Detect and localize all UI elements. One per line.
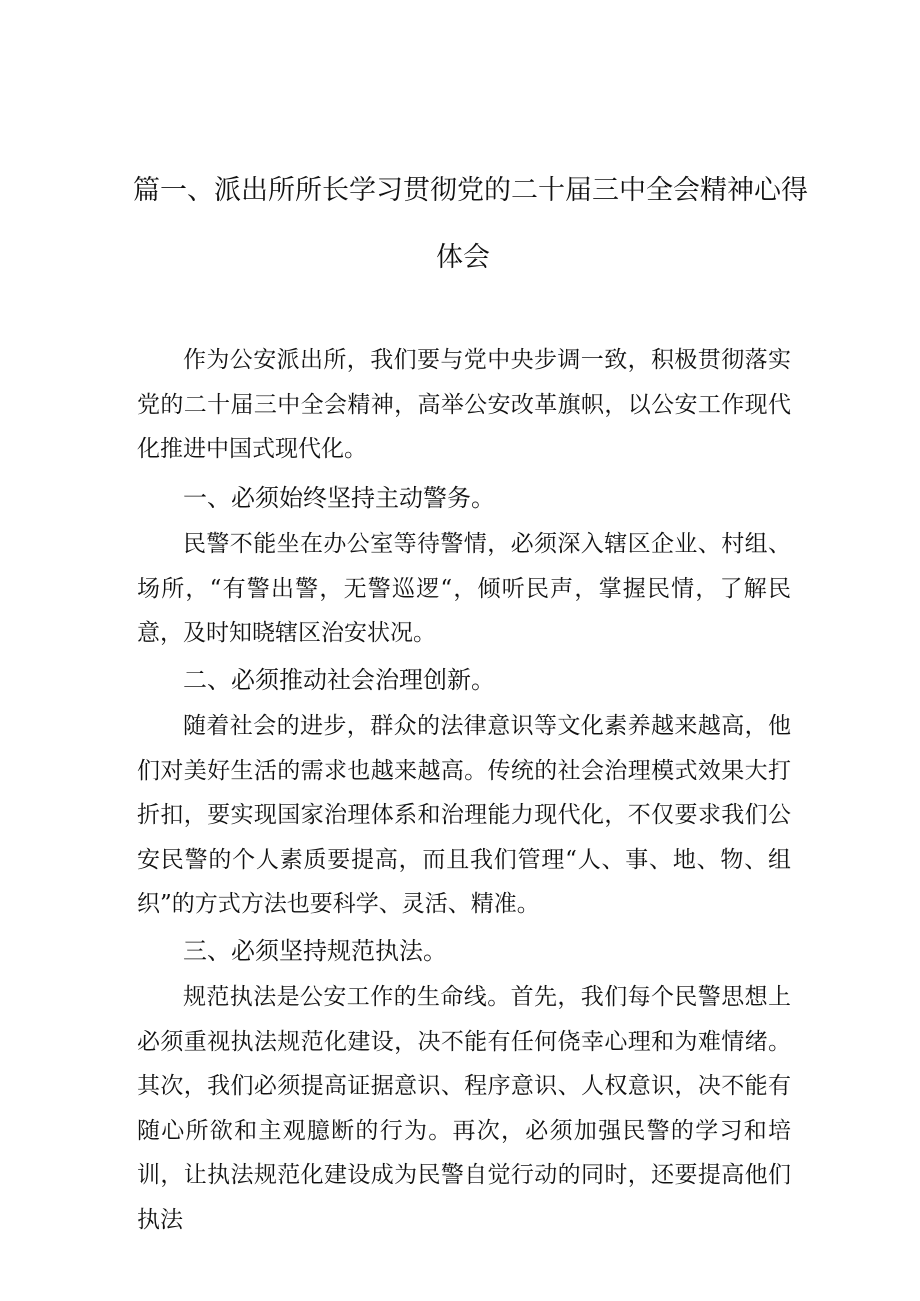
section-paragraph-3: 规范执法是公安工作的生命线。首先，我们每个民警思想上必须重视执法规范化建设，决不能有任何侥幸心理和为难情绪。其次，我们必须提高证据意识、程序意识、人权意识，决不能有随心所欲和主观臆断的行为。再次，必须加强民警的学习和培训，让执法规范化建设成为民警自觉行动的同时，还要提高他们执法 <box>137 984 791 1233</box>
document-body <box>137 338 791 1242</box>
section-heading-1: 一、必须始终坚持主动警务。 <box>183 483 495 512</box>
section-paragraph-1: 民警不能坐在办公室等待警情，必须深入辖区企业、村组、场所，“有警出警，无警巡逻“，倾听民声，掌握民情，了解民意，及时知晓辖区治安状况。 <box>137 531 791 646</box>
intro-paragraph: 作为公安派出所，我们要与党中央步调一致，积极贯彻落实党的二十届三中全会精神，高举公安改革旗帜，以公安工作现代化推进中国式现代化。 <box>137 347 791 462</box>
document-title-line2: 体会 <box>436 242 490 273</box>
section-heading-2: 二、必须推动社会治理创新。 <box>183 665 495 694</box>
document-title-line1: 篇一、派出所所长学习贯彻党的二十届三中全会精神心得 <box>133 175 808 206</box>
section-heading-3: 三、必须坚持规范执法。 <box>183 936 447 965</box>
section-paragraph-2: 随着社会的进步，群众的法律意识等文化素养越来越高，他们对美好生活的需求也越来越高。传统的社会治理模式效果大打折扣，要实现国家治理体系和治理能力现代化，不仅要求我们公安民警的个人素质要提高，而且我们管理“人、事、地、物、组织”的方式方法也要科学、灵活、精准。 <box>137 713 791 917</box>
